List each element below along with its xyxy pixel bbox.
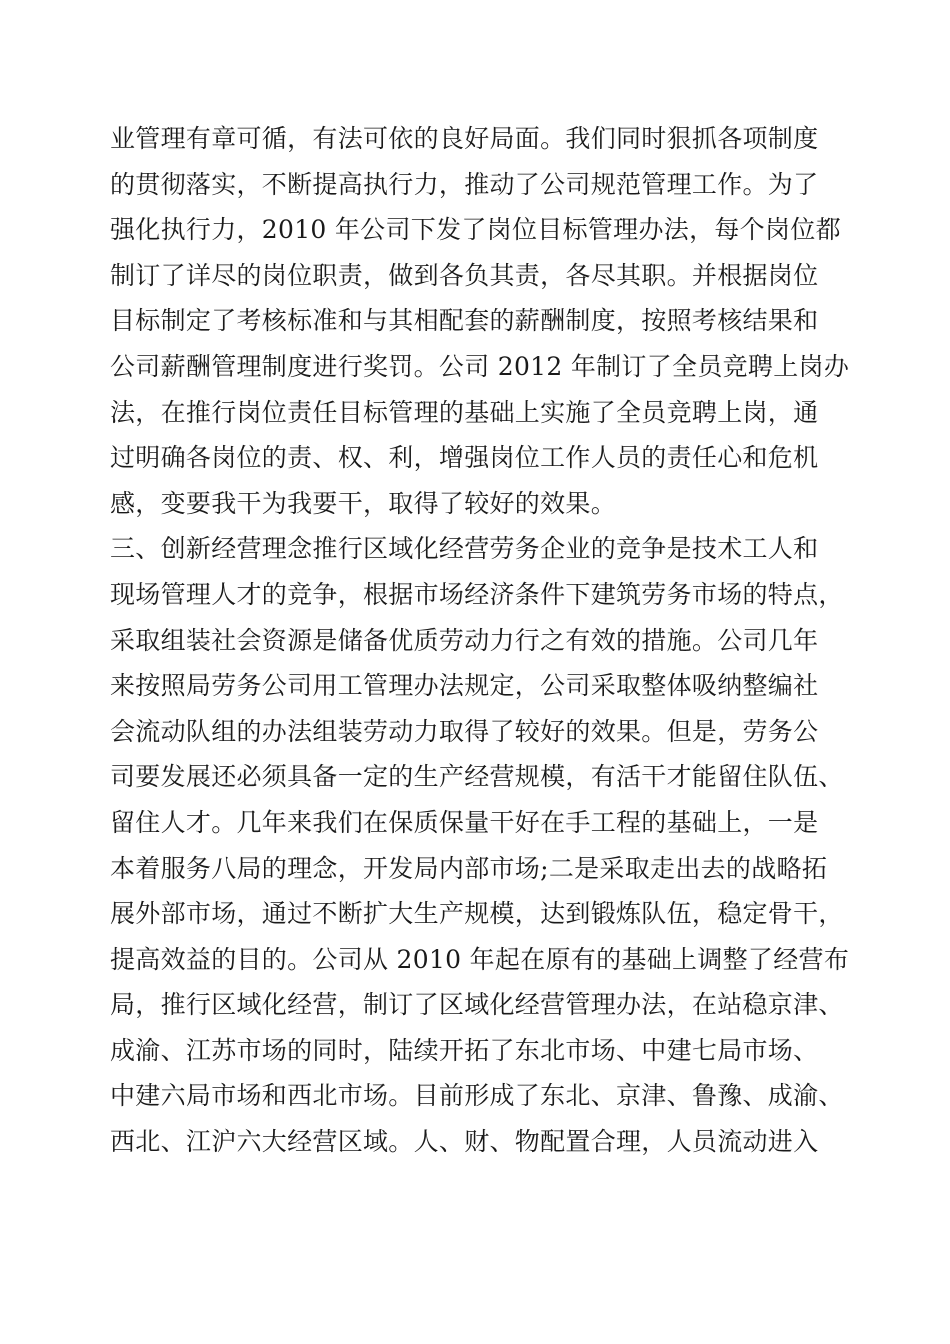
section-heading-line: 三、创新经营理念推行区域化经营劳务企业的竞争是技术工人和 [110,534,819,564]
text-line: 业管理有章可循，有法可依的良好局面。我们同时狠抓各项制度 [110,124,819,153]
text-line: 现场管理人才的竞争，根据市场经济条件下建筑劳务市场的特点， [110,579,844,609]
text-line: 公司薪酬管理制度进行奖罚。公司 2012 年制订了全员竞聘上岗办 [110,351,850,381]
text-line: 西北、江沪六大经营区域。人、财、物配置合理，人员流动进入 [110,1127,819,1157]
text-line: 提高效益的目的。公司从 2010 年起在原有的基础上调整了经营布 [110,944,850,974]
text-line: 目标制定了考核标准和与其相配套的薪酬制度，按照考核结果和 [110,306,819,336]
text-line: 法，在推行岗位责任目标管理的基础上实施了全员竞聘上岗，通 [110,397,819,427]
text-line: 强化执行力，2010 年公司下发了岗位目标管理办法，每个岗位都 [110,215,841,245]
text-line: 的贯彻落实，不断提高执行力，推动了公司规范管理工作。为了 [110,169,819,199]
text-line: 过明确各岗位的责、权、利，增强岗位工作人员的责任心和危机 [110,443,819,473]
text-line: 展外部市场，通过不断扩大生产规模，达到锻炼队伍，稳定骨干， [110,899,844,929]
body-text [110,116,850,1165]
text-line: 制订了详尽的岗位职责，做到各负其责，各尽其职。并根据岗位 [110,260,819,290]
text-line: 留住人才。几年来我们在保质保量干好在手工程的基础上，一是 [110,807,819,837]
text-line: 感，变要我干为我要干，取得了较好的效果。 [110,488,617,518]
text-line: 司要发展还必须具备一定的生产经营规模，有活干才能留住队伍、 [110,762,844,792]
text-line: 会流动队组的办法组装劳动力取得了较好的效果。但是，劳务公 [110,716,819,746]
text-line: 中建六局市场和西北市场。目前形成了东北、京津、鲁豫、成渝、 [110,1081,844,1111]
text-line: 成渝、江苏市场的同时，陆续开拓了东北市场、中建七局市场、 [110,1035,819,1065]
text-line: 本着服务八局的理念，开发局内部市场;二是采取走出去的战略拓 [110,853,828,883]
text-line: 局，推行区域化经营，制订了区域化经营管理办法，在站稳京津、 [110,990,844,1020]
text-line: 采取组装社会资源是储备优质劳动力行之有效的措施。公司几年 [110,625,819,655]
text-line: 来按照局劳务公司用工管理办法规定，公司采取整体吸纳整编社 [110,671,819,701]
